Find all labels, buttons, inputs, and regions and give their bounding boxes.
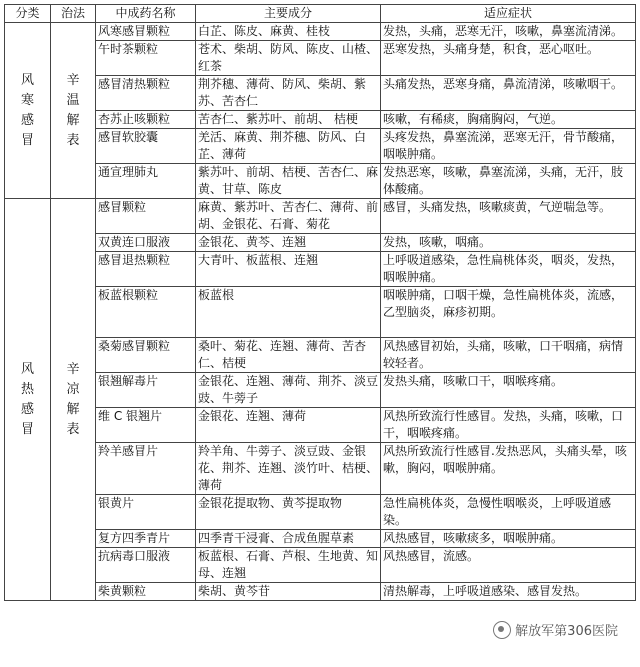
symptoms-cell: 感冒，头痛发热，咳嗽痰黄，气逆喘急等。 [381, 199, 636, 234]
symptoms-cell: 风热感冒初始，头痛，咳嗽，口干咽痛，病情较轻者。 [381, 338, 636, 373]
header-ingredients: 主要成分 [196, 5, 381, 23]
symptoms-cell: 发热恶寒，咳嗽，鼻塞流涕，头痛，无汗，肢体酸痛。 [381, 164, 636, 199]
medicine-name-cell: 维 C 银翘片 [96, 408, 196, 443]
header-medicine-name: 中成药名称 [96, 5, 196, 23]
table-row [5, 530, 636, 548]
table-row [5, 111, 636, 129]
cold-medicine-table [4, 4, 636, 601]
symptoms-cell: 发热，咳嗽，咽痛。 [381, 234, 636, 252]
symptoms-cell: 咳嗽，有稀痰，胸痛胸闷，气逆。 [381, 111, 636, 129]
symptoms-cell: 咽喉肿痛，口咽干燥，急性扁桃体炎，流感，乙型脑炎，麻疹初期。 [381, 287, 636, 338]
method-cell [51, 199, 96, 601]
table-row [5, 583, 636, 601]
method-label: 辛凉解表 [66, 361, 80, 437]
medicine-name-cell: 通宣理肺丸 [96, 164, 196, 199]
symptoms-cell: 风热所致流行性感冒。发热，头痛，咳嗽，口干，咽喉疼痛。 [381, 408, 636, 443]
ingredients-cell: 荆芥穗、薄荷、防风、柴胡、紫苏、苦杏仁 [196, 76, 381, 111]
category-cell [5, 199, 51, 601]
header-method: 治法 [51, 5, 96, 23]
symptoms-cell: 发热头痛，咳嗽口干，咽喉疼痛。 [381, 373, 636, 408]
medicine-table-container [4, 4, 635, 601]
medicine-name-cell: 桑菊感冒颗粒 [96, 338, 196, 373]
medicine-name-cell: 银黄片 [96, 495, 196, 530]
medicine-name-cell: 复方四季青片 [96, 530, 196, 548]
ingredients-cell: 大青叶、板蓝根、连翘 [196, 252, 381, 287]
medicine-name-cell: 双黄连口服液 [96, 234, 196, 252]
ingredients-cell: 板蓝根、石膏、芦根、生地黄、知母、连翘 [196, 548, 381, 583]
table-row [5, 234, 636, 252]
medicine-name-cell: 感冒清热颗粒 [96, 76, 196, 111]
medicine-name-cell: 风寒感冒颗粒 [96, 23, 196, 41]
medicine-name-cell: 午时茶颗粒 [96, 41, 196, 76]
wechat-icon [493, 621, 511, 639]
ingredients-cell: 四季青干浸膏、合成鱼腥草素 [196, 530, 381, 548]
table-row [5, 373, 636, 408]
table-row [5, 76, 636, 111]
table-row [5, 252, 636, 287]
symptoms-cell: 清热解毒，上呼吸道感染、感冒发热。 [381, 583, 636, 601]
symptoms-cell: 发热，头痛，恶寒无汗，咳嗽，鼻塞流清涕。 [381, 23, 636, 41]
header-category: 分类 [5, 5, 51, 23]
table-row [5, 287, 636, 338]
ingredients-cell: 金银花、黄芩、连翘 [196, 234, 381, 252]
table-row [5, 164, 636, 199]
ingredients-cell: 金银花、连翘、薄荷 [196, 408, 381, 443]
ingredients-cell: 柴胡、黄芩苷 [196, 583, 381, 601]
medicine-name-cell: 柴黄颗粒 [96, 583, 196, 601]
table-row [5, 408, 636, 443]
ingredients-cell: 桑叶、菊花、连翘、薄荷、苦杏仁、桔梗 [196, 338, 381, 373]
watermark-text: 解放军第306医院 [515, 624, 618, 639]
ingredients-cell: 金银花、连翘、薄荷、荆芥、淡豆豉、牛蒡子 [196, 373, 381, 408]
ingredients-cell: 白芷、陈皮、麻黄、桂枝 [196, 23, 381, 41]
watermark [491, 620, 620, 639]
ingredients-cell: 苍术、柴胡、防风、陈皮、山楂、红茶 [196, 41, 381, 76]
ingredients-cell: 麻黄、紫苏叶、苦杏仁、薄荷、前胡、金银花、石膏、菊花 [196, 199, 381, 234]
medicine-name-cell: 板蓝根颗粒 [96, 287, 196, 338]
medicine-name-cell: 杏苏止咳颗粒 [96, 111, 196, 129]
method-cell [51, 23, 96, 199]
table-header-row [5, 5, 636, 23]
table-row [5, 23, 636, 41]
category-label: 风寒感冒 [21, 72, 35, 148]
symptoms-cell: 头疼发热，鼻塞流涕，恶寒无汗，骨节酸痛，咽喉肿痛。 [381, 129, 636, 164]
table-row [5, 41, 636, 76]
table-row [5, 443, 636, 495]
header-symptoms: 适应症状 [381, 5, 636, 23]
ingredients-cell: 板蓝根 [196, 287, 381, 338]
table-row [5, 495, 636, 530]
symptoms-cell: 上呼吸道感染，急性扁桃体炎，咽炎，发热，咽喉肿痛。 [381, 252, 636, 287]
table-row [5, 548, 636, 583]
symptoms-cell: 恶寒发热，头痛身楚，积食，恶心呕吐。 [381, 41, 636, 76]
ingredients-cell: 苦杏仁、紫苏叶、前胡、 桔梗 [196, 111, 381, 129]
medicine-name-cell: 感冒软胶囊 [96, 129, 196, 164]
symptoms-cell: 头痛发热，恶寒身痛，鼻流清涕，咳嗽咽干。 [381, 76, 636, 111]
ingredients-cell: 羚羊角、牛蒡子、淡豆豉、金银花、荆芥、连翘、淡竹叶、桔梗、薄荷 [196, 443, 381, 495]
method-label: 辛温解表 [66, 72, 80, 148]
medicine-name-cell: 羚羊感冒片 [96, 443, 196, 495]
table-row [5, 199, 636, 234]
category-cell [5, 23, 51, 199]
medicine-name-cell: 银翘解毒片 [96, 373, 196, 408]
category-label: 风热感冒 [21, 361, 35, 437]
symptoms-cell: 风热所致流行性感冒.发热恶风，头痛头晕，咳嗽，胸闷，咽喉肿痛。 [381, 443, 636, 495]
medicine-name-cell: 抗病毒口服液 [96, 548, 196, 583]
table-row [5, 129, 636, 164]
symptoms-cell: 风热感冒，咳嗽痰多，咽喉肿痛。 [381, 530, 636, 548]
ingredients-cell: 羌活、麻黄、荆芥穗、防风、白芷、薄荷 [196, 129, 381, 164]
ingredients-cell: 紫苏叶、前胡、桔梗、苦杏仁、麻黄、甘草、陈皮 [196, 164, 381, 199]
medicine-name-cell: 感冒颗粒 [96, 199, 196, 234]
table-row [5, 338, 636, 373]
symptoms-cell: 急性扁桃体炎，急慢性咽喉炎，上呼吸道感染。 [381, 495, 636, 530]
medicine-name-cell: 感冒退热颗粒 [96, 252, 196, 287]
ingredients-cell: 金银花提取物、黄芩提取物 [196, 495, 381, 530]
symptoms-cell: 风热感冒，流感。 [381, 548, 636, 583]
